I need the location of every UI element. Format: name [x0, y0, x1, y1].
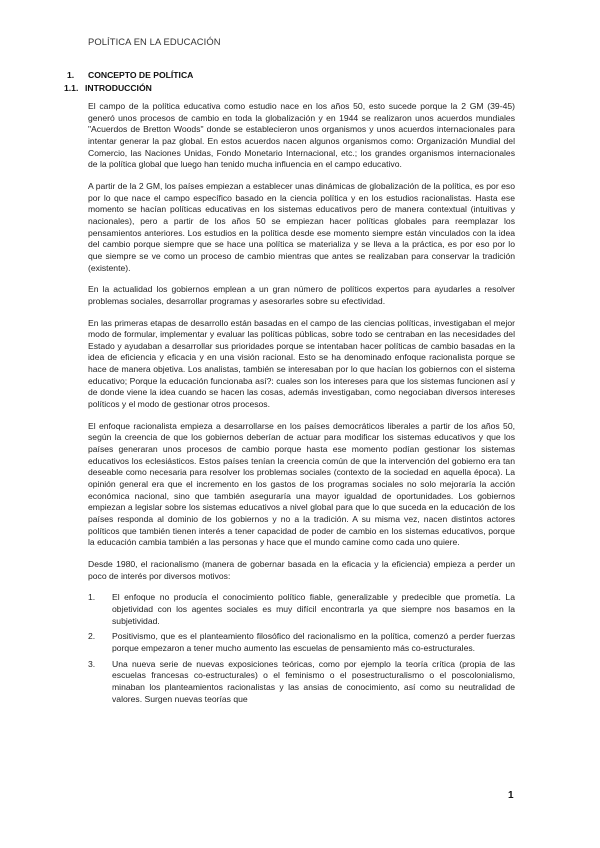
paragraph: A partir de la 2 GM, los países empiezan a establecer unas dinámicas de globalización de la política, es por eso por lo que nace el campo específico basado en la ciencia política y en los estudios racionalistas. Hasta ese momento se hacían políticas educativas en los sistemas educativos pero de manera contextual (intuitivas y nacionales), pero a partir de los años 50 se empiezan hacer políticas globales para reemplazar los pensamientos anteriores. Los estudios en la política desde ese momento siempre están vinculados con la idea del cambio porque siempre que se hace una política se materializa y se lleva a la práctica, es por eso por lo que siempre se ve como un proceso de cambio mientras que antes se realizaban para conservar la tradición (existente).: [88, 180, 515, 273]
list-item-text: Positivismo, que es el planteamiento filosófico del racionalismo en la política, comenzó a perder fuerzas porque empezaron a tener mucho aumento las escuelas de pensamiento más co-estructurales.: [112, 631, 515, 653]
paragraph: Desde 1980, el racionalismo (manera de gobernar basada en la eficacia y la eficiencia) empieza a perder un poco de interés por diversos motivos:: [88, 558, 515, 581]
paragraph: El campo de la política educativa como estudio nace en los años 50, esto sucede porque la 2 GM (39-45) generó unos procesos de cambio en toda la globalización y en 1944 se realizaron unos acuerdos mundiales "Acuerdos de Bretton Woods" donde se establecieron unos organismos y unos acuerdos internacionales para intentar generar la paz global. En estos acuerdos nacen algunos organismos como: Organización Mundial del Comercio, las Naciones Unidas, Fondo Monetario Internacional, etc.; los grandes organismos internacionales de la política global que luego han tenido mucha influencia en el campo educativo.: [88, 101, 515, 170]
list-item: [88, 631, 515, 654]
subsection-heading: [64, 83, 152, 93]
list-item: [88, 659, 515, 706]
page-number: 1: [508, 790, 514, 801]
paragraph: En la actualidad los gobiernos emplean a un gran número de políticos expertos para ayudarles a resolver problemas sociales, desarrollar programas y asesorarles sobre su efectividad.: [88, 284, 515, 306]
list-item-text: El enfoque no producía el conocimiento político fiable, generalizable y predecible que prometía. La objetividad con los agentes sociales es muy difícil encontrarla ya que siempre nos basamos en la subjetividad.: [112, 592, 515, 626]
running-header: POLÍTICA EN LA EDUCACIÓN: [88, 36, 221, 47]
subsection-number: 1.1.: [64, 83, 79, 93]
numbered-list: [88, 592, 515, 705]
list-item-text: Una nueva serie de nuevas exposiciones teóricas, como por ejemplo la teoría crítica (propia de las escuelas francesas co-estructurales) o el feminismo o el posestructuralismo o el poscolonialismo, minaban los planteamientos racionalistas y las ansias de conocimiento, así como su neutralidad de valores. Surgen nuevas teorías que: [112, 658, 515, 704]
paragraph: El enfoque racionalista empieza a desarrollarse en los países democráticos liberales a partir de los años 50, según la creencia de que los gobiernos deberían de actuar para modificar los sistemas educativos y que los países generaran unos procesos de cambio porque hasta ese momento podían gestionar los sistemas educativos los eclesiásticos. Estos países tenían la creencia común de que la intervención del gobierno era tan deseable como necesaria para resolver los problemas sociales (contexto de la sociedad en aquella época). La opinión general era que el incremento en los gastos de los programas sociales no solo mejoraría la acción económica nacional, sino que también aseguraría una mayor igualdad de oportunidades. Los gobiernos empiezan a legislar sobre los sistemas educativos a nivel global para que lo que suceda en la educación de los países responda al dominio de los gobiernos y no a la tradición. A su misma vez, nacen distintos actores políticos que también tienen interés a tener capacidad de poder de cambio en los sistemas educativos, porque la educación cambia también a las personas y hace que el mundo camine como cada uno quiere.: [88, 420, 515, 548]
section-number: 1.: [67, 70, 75, 80]
list-item-number: 3.: [88, 658, 96, 669]
document-body: [88, 101, 515, 709]
list-item: [88, 592, 515, 627]
paragraph: En las primeras etapas de desarrollo están basadas en el campo de las ciencias políticas, investigaban el mejor modo de formular, implementar y evaluar las políticas públicas, sobre todo se centraban en las necesidades del Estado y ayudaban a desarrollar sus prioridades porque se intentaban hacer políticas de cambio basadas en la idea de eficiencia y eficacia y en una visión racional. Esto se ha denominado enfoque racionalista porque se hace de manera objetiva. Los analistas, también se interesaban por lo que hacían los gobiernos con el sistema educativo; Porque la educación funcionaba así?: cuales son los intereses para que los sistemas funcionen así y de donde viene la idea cuando se hacen las cosas, además investigaban, como negociaban diversos intereses políticos y el modo de gestionar otros procesos.: [88, 317, 515, 410]
section-heading: [67, 70, 193, 80]
section-title: CONCEPTO DE POLÍTICA: [88, 70, 194, 80]
list-item-number: 1.: [88, 592, 96, 603]
list-item-number: 2.: [88, 631, 96, 642]
subsection-title: INTRODUCCIÓN: [85, 83, 152, 93]
